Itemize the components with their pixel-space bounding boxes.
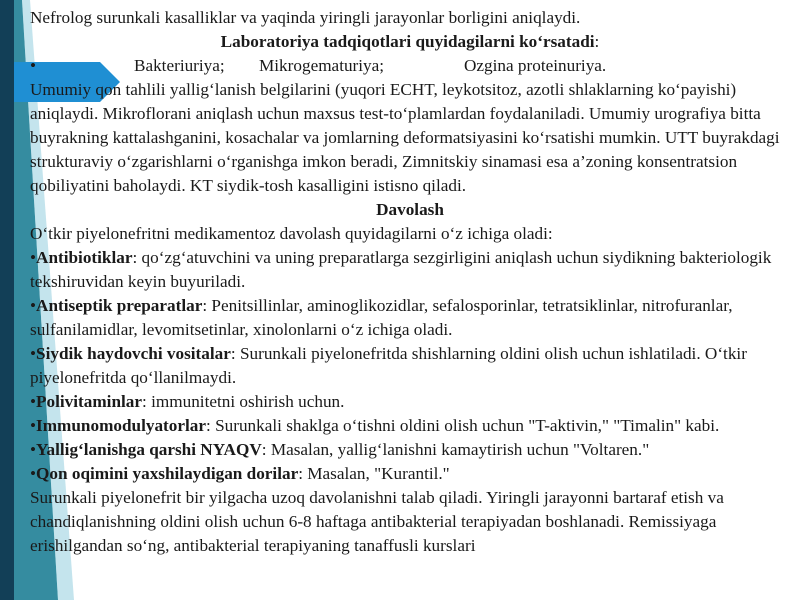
treatment-term: Polivitaminlar (36, 392, 143, 411)
treatment-item (30, 246, 790, 294)
slide-content (30, 6, 790, 558)
lab-heading-text: Laboratoriya tadqiqotlari quyidagilarni ko‘rsatadi (220, 32, 595, 51)
bullet-dot: • (30, 392, 37, 411)
treatment-term: Yallig‘lanishga qarshi NYAQV (36, 440, 262, 459)
treatment-heading: Davolash (376, 200, 444, 219)
treatment-text: : Surunkali shaklga o‘tishni oldini olish uchun "T-aktivin," "Timalin" kabi. (206, 416, 720, 435)
dark-edge-panel (0, 0, 14, 600)
treatment-term: Qon oqimini yaxshilaydigan dorilar (36, 464, 299, 483)
lab-heading (30, 30, 790, 54)
treatment-item (30, 342, 790, 390)
bullet-dot: • (30, 416, 37, 435)
treatment-item (30, 294, 790, 342)
treatment-term: Siydik haydovchi vositalar (36, 344, 231, 363)
intro-text: Nefrolog surunkali kasalliklar va yaqinda yiringli jarayonlar borligini aniqlaydi. (30, 8, 581, 27)
lab-heading-colon: : (594, 32, 600, 51)
bullet-dot: • (30, 440, 37, 459)
lab-findings-row (30, 54, 790, 78)
treatment-item (30, 438, 790, 462)
bullet-dot: • (30, 296, 37, 315)
lab-finding-item: Ozgina proteinuriya. (464, 56, 607, 75)
lab-finding-item: Mikrogematuriya; (259, 56, 385, 75)
bullet-dot: • (30, 248, 37, 267)
lab-paragraph: Umumiy qon tahlili yallig‘lanish belgilarini (yuqori ECHT, leykotsitoz, azotli shlaklarning ko‘payishi) aniqlaydi. Mikroflorani aniqlash uchun maxsus test-to‘plamlardan foydalaniladi. Umumiy urografiya bitta buyrakning kattalashganini, kosachalar va jomlarning deformatsiyasini ko‘rsatishi mumkin. UTT buyrakdagi strukturaviy o‘zgarishlarni o‘rganishga imkon beradi, Zimnitskiy sinamasi esa a’zoning konsentratsion qobiliyatini baholaydi. KT siydik-tosh kasalligini istisno qiladi. (30, 80, 780, 195)
treatment-item (30, 462, 790, 486)
bullet-dot: • (30, 464, 37, 483)
treatment-text: : immunitetni oshirish uchun. (142, 392, 345, 411)
treatment-term: Antiseptik preparatlar (36, 296, 203, 315)
treatment-text: : Masalan, yallig‘lanishni kamaytirish uchun "Voltaren." (261, 440, 650, 459)
lab-findings-bullet: • (30, 56, 37, 75)
treatment-item (30, 390, 790, 414)
lab-finding-item: Bakteriuriya; (134, 56, 225, 75)
bullet-dot: • (30, 344, 37, 363)
closing-paragraph: Surunkali piyelonefrit bir yilgacha uzoq davolanishni talab qiladi. Yiringli jarayonni bartaraf etish va chandiqlanishning oldini olish uchun 6-8 haftaga antibakterial terapiyadan boshlanadi. Remissiyaga erishilgandan so‘ng, antibakterial terapiyaning tanaffusli kurslari (30, 488, 724, 555)
treatment-item (30, 414, 790, 438)
treatment-text: : Surunkali piyelonefritda shishlarning oldini olish uchun ishlatiladi. O‘tkir piyelonefritda qo‘llanilmaydi. (30, 344, 747, 387)
treatment-term: Immunomodulyatorlar (36, 416, 207, 435)
treatment-text: : qo‘zg‘atuvchini va uning preparatlarga sezgirligini aniqlash uchun siydikning bakteriologik tekshiruvidan keyin buyuriladi. (30, 248, 772, 291)
treatment-text: : Masalan, "Kurantil." (298, 464, 450, 483)
treatment-list (30, 246, 790, 486)
treatment-text: : Penitsillinlar, aminoglikozidlar, sefalosporinlar, tetratsiklinlar, nitrofuranlar, sulfanilamidlar, levomitsetinlar, xinolonlarni o‘z ichiga oladi. (30, 296, 733, 339)
treatment-term: Antibiotiklar (36, 248, 133, 267)
treatment-intro: O‘tkir piyelonefritni medikamentoz davolash quyidagilarni o‘z ichiga oladi: (30, 224, 553, 243)
